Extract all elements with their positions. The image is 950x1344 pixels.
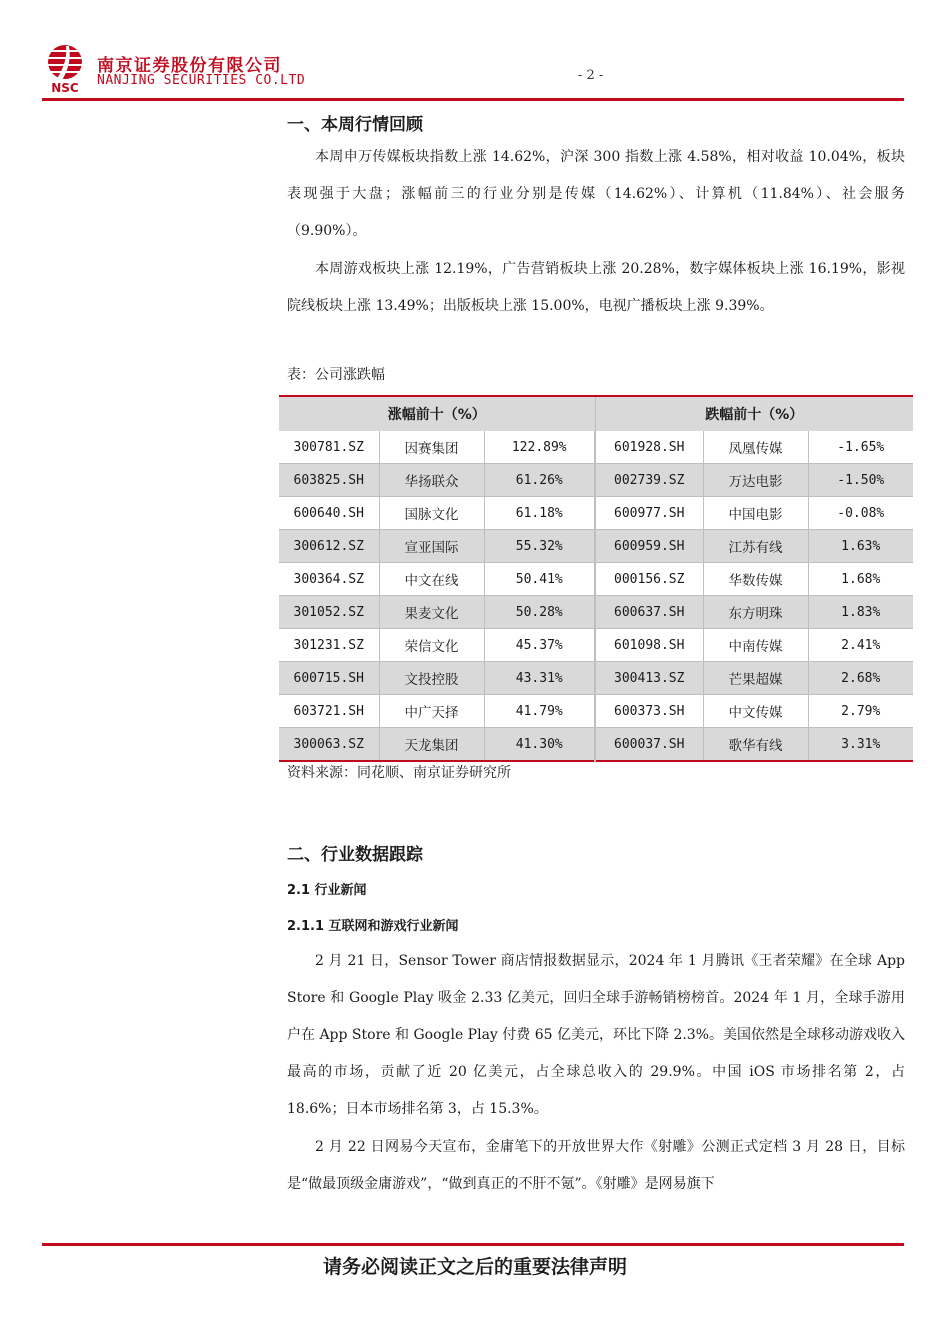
gainer-code: 301231.SZ <box>279 629 379 662</box>
gainers-header: 涨幅前十（%） <box>279 396 595 431</box>
table-row <box>279 563 913 596</box>
news-paragraph-2: 2 月 22 日网易今天宣布，金庸笔下的开放世界大作《射雕》公测正式定档 3 月 28 日，目标是“做最顶级金庸游戏”，“做到真正的不肝不氪”。《射雕》是网易旗下 <box>287 1139 905 1192</box>
gainer-code: 300781.SZ <box>279 431 379 464</box>
loser-name: 华数传媒 <box>703 563 808 596</box>
loser-pct: -1.50% <box>808 464 913 497</box>
loser-code: 601928.SH <box>595 431 703 464</box>
loser-code: 600959.SH <box>595 530 703 563</box>
section-title-market-review: 一、本周行情回顾 <box>287 115 423 135</box>
news-paragraph-1: 2 月 21 日，Sensor Tower 商店情报数据显示，2024 年 1 月腾讯《王者荣耀》在全球 App Store 和 Google Play 吸金 2.33 亿美元，回归全球手游畅销榜榜首。2024 年 1 月，全球手游用户在 App Store 和 Google Play 付费 65 亿美元，环比下降 2.3%。美国依然是全球移动游戏收入最高的市场，贡献了近 20 亿美元，占全球总收入的 29.9%。中国 iOS 市场排名第 2，占 18.6%；日本市场排名第 3，占 15.3%。 <box>287 953 906 1117</box>
loser-name: 江苏有线 <box>703 530 808 563</box>
loser-code: 000156.SZ <box>595 563 703 596</box>
footer-divider <box>42 1243 904 1246</box>
loser-code: 600977.SH <box>595 497 703 530</box>
loser-pct: 2.68% <box>808 662 913 695</box>
market-review-paragraph-1: 本周申万传媒板块指数上涨 14.62%，沪深 300 指数上涨 4.58%，相对收益 10.04%，板块表现强于大盘；涨幅前三的行业分别是传媒（14.62%）、计算机（11.84%）、社会服务（9.90%）。 <box>287 149 905 239</box>
gainer-name: 荣信文化 <box>379 629 484 662</box>
loser-name: 万达电影 <box>703 464 808 497</box>
table-row <box>279 497 913 530</box>
table-row <box>279 662 913 695</box>
loser-name: 芒果超媒 <box>703 662 808 695</box>
loser-pct: -1.65% <box>808 431 913 464</box>
gainer-code: 603721.SH <box>279 695 379 728</box>
gainer-name: 中广天择 <box>379 695 484 728</box>
svg-text:NSC: NSC <box>51 81 79 94</box>
gainer-name: 宣亚国际 <box>379 530 484 563</box>
company-name-en: NANJING SECURITIES CO.LTD <box>97 73 306 88</box>
gainer-pct: 122.89% <box>484 431 595 464</box>
losers-header: 跌幅前十（%） <box>595 396 913 431</box>
table-header-row <box>279 396 913 431</box>
gainer-name: 因赛集团 <box>379 431 484 464</box>
loser-code: 002739.SZ <box>595 464 703 497</box>
loser-pct: 2.79% <box>808 695 913 728</box>
company-name-cn: 南京证券股份有限公司 <box>97 56 282 76</box>
market-review-paragraph-2: 本周游戏板块上涨 12.19%，广告营销板块上涨 20.28%，数字媒体板块上涨 16.19%，影视院线板块上涨 13.49%；出版板块上涨 15.00%，电视广播板块上涨 9.39%。 <box>287 261 905 314</box>
gainer-code: 600715.SH <box>279 662 379 695</box>
loser-pct: 1.83% <box>808 596 913 629</box>
page-number: - 2 - <box>578 68 604 83</box>
loser-name: 凤凰传媒 <box>703 431 808 464</box>
loser-name: 中国电影 <box>703 497 808 530</box>
gainer-pct: 41.79% <box>484 695 595 728</box>
legal-notice: 请务必阅读正文之后的重要法律声明 <box>322 1256 627 1278</box>
table-row <box>279 695 913 728</box>
gainer-name: 国脉文化 <box>379 497 484 530</box>
loser-name: 歌华有线 <box>703 728 808 762</box>
gainer-pct: 50.28% <box>484 596 595 629</box>
loser-name: 中南传媒 <box>703 629 808 662</box>
loser-pct: -0.08% <box>808 497 913 530</box>
gainer-pct: 43.31% <box>484 662 595 695</box>
gainer-pct: 41.30% <box>484 728 595 762</box>
table-row <box>279 596 913 629</box>
loser-code: 600637.SH <box>595 596 703 629</box>
loser-pct: 1.68% <box>808 563 913 596</box>
loser-code: 601098.SH <box>595 629 703 662</box>
nsc-logo-icon <box>42 44 88 94</box>
gainer-name: 文投控股 <box>379 662 484 695</box>
subsection-industry-news: 2.1 行业新闻 <box>287 883 367 898</box>
header-divider <box>42 98 904 101</box>
table-row <box>279 431 913 464</box>
gainer-name: 果麦文化 <box>379 596 484 629</box>
gainer-name: 华扬联众 <box>379 464 484 497</box>
gainer-code: 301052.SZ <box>279 596 379 629</box>
gainer-code: 300063.SZ <box>279 728 379 762</box>
page-header <box>0 0 950 102</box>
gainer-pct: 61.26% <box>484 464 595 497</box>
table-row <box>279 464 913 497</box>
loser-code: 300413.SZ <box>595 662 703 695</box>
loser-name: 中文传媒 <box>703 695 808 728</box>
loser-code: 600037.SH <box>595 728 703 762</box>
gainer-code: 300612.SZ <box>279 530 379 563</box>
loser-code: 600373.SH <box>595 695 703 728</box>
table-row <box>279 530 913 563</box>
gainer-code: 300364.SZ <box>279 563 379 596</box>
gainer-pct: 50.41% <box>484 563 595 596</box>
section-title-industry-tracking: 二、行业数据跟踪 <box>287 845 423 865</box>
loser-pct: 1.63% <box>808 530 913 563</box>
stock-movers-table <box>279 395 913 762</box>
table-row <box>279 629 913 662</box>
gainer-pct: 55.32% <box>484 530 595 563</box>
table-source: 资料来源：同花顺、南京证券研究所 <box>287 765 511 781</box>
gainer-pct: 61.18% <box>484 497 595 530</box>
gainer-code: 603825.SH <box>279 464 379 497</box>
gainer-code: 600640.SH <box>279 497 379 530</box>
gainer-pct: 45.37% <box>484 629 595 662</box>
loser-name: 东方明珠 <box>703 596 808 629</box>
table-caption: 表：公司涨跌幅 <box>287 367 385 383</box>
gainer-name: 天龙集团 <box>379 728 484 762</box>
subsection-internet-games-news: 2.1.1 互联网和游戏行业新闻 <box>287 919 459 934</box>
table-row <box>279 728 913 762</box>
loser-pct: 3.31% <box>808 728 913 762</box>
loser-pct: 2.41% <box>808 629 913 662</box>
gainer-name: 中文在线 <box>379 563 484 596</box>
